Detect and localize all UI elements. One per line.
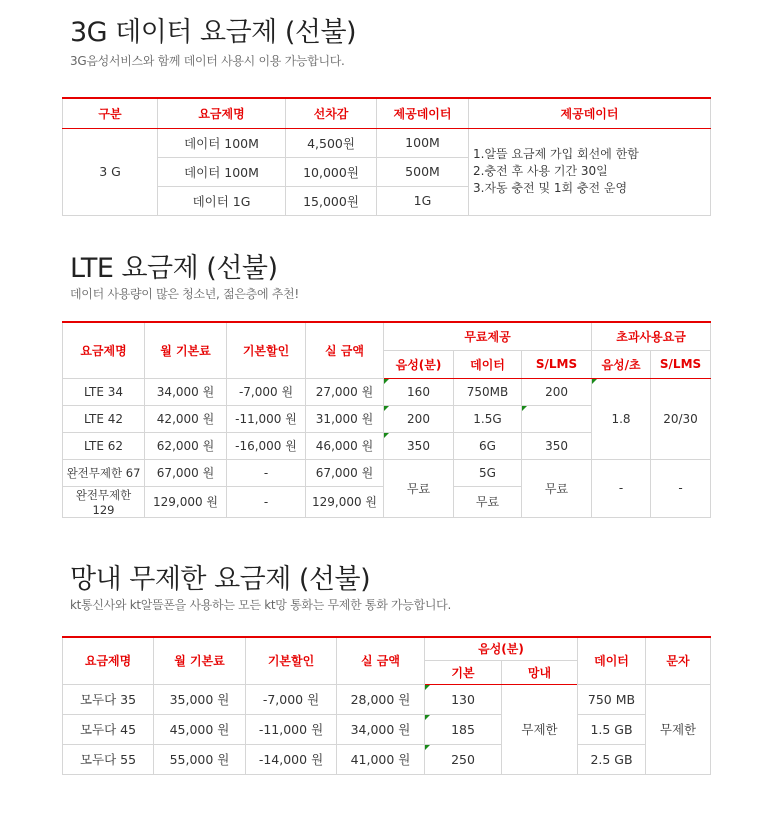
basic-cell: 130 [425, 684, 502, 714]
plan-cell: 완전무제한 67 [63, 459, 145, 486]
header-free: 무료제공 [384, 322, 592, 350]
header-data: 데이터 [454, 350, 522, 378]
data-cell: 무료 [454, 486, 522, 517]
data-cell: 100M [377, 128, 469, 157]
sms-cell: 350 [522, 432, 592, 459]
actual-cell: 31,000 원 [306, 405, 384, 432]
corner-marker-icon [592, 379, 597, 384]
monthly-cell: 42,000 원 [145, 405, 227, 432]
data-cell: 1G [377, 186, 469, 215]
monthly-cell: 67,000 원 [145, 459, 227, 486]
header-data: 데이터 [578, 637, 646, 684]
price-cell: 15,000원 [286, 186, 377, 215]
header-prepaid: 선차감 [286, 98, 377, 128]
voice-cell: 무료 [384, 459, 454, 517]
table-row [63, 744, 711, 774]
plan-cell: 모두다 35 [63, 684, 154, 714]
discount-cell: -11,000 원 [227, 405, 306, 432]
data-cell: 6G [454, 432, 522, 459]
data-cell: 5G [454, 459, 522, 486]
discount-cell: -7,000 원 [246, 684, 337, 714]
section-lte-subtitle: 데이터 사용량이 많은 청소년, 젊은층에 추천! [70, 287, 299, 301]
table-row [63, 378, 711, 405]
plan-cell: 모두다 45 [63, 714, 154, 744]
corner-marker-icon [425, 685, 430, 690]
section-onnet-title: 망내 무제한 요금제 (선불) [70, 564, 371, 595]
plan-cell: LTE 34 [63, 378, 145, 405]
header-onnet: 망내 [502, 660, 578, 684]
header-category: 구분 [63, 98, 158, 128]
voice-cell: 350 [384, 432, 454, 459]
section-lte-title: LTE 요금제 (선불) [70, 253, 278, 284]
note-line: 3.자동 충전 및 1회 충전 운영 [473, 181, 628, 195]
table-lte [62, 321, 711, 518]
table-3g [62, 97, 711, 216]
monthly-cell: 62,000 원 [145, 432, 227, 459]
actual-cell: 46,000 원 [306, 432, 384, 459]
price-cell: 10,000원 [286, 157, 377, 186]
header-discount: 기본할인 [246, 637, 337, 684]
header-over-sms: S/LMS [651, 350, 711, 378]
basic-cell: 185 [425, 714, 502, 744]
header-actual: 실 금액 [306, 322, 384, 378]
table-row [63, 684, 711, 714]
discount-cell: -7,000 원 [227, 378, 306, 405]
over-sms-cell: - [651, 459, 711, 517]
section-3g-subtitle: 3G음성서비스와 함께 데이터 사용시 이용 가능합니다. [70, 54, 345, 68]
header-plan: 요금제명 [158, 98, 286, 128]
header-over: 초과사용요금 [592, 322, 711, 350]
discount-cell: -14,000 원 [246, 744, 337, 774]
header-plan: 요금제명 [63, 637, 154, 684]
discount-cell: - [227, 459, 306, 486]
corner-marker-icon [425, 745, 430, 750]
over-voice-cell: - [592, 459, 651, 517]
over-sms-cell: 20/30 [651, 378, 711, 459]
discount-cell: - [227, 486, 306, 517]
header-voice: 음성(분) [384, 350, 454, 378]
corner-marker-icon [384, 379, 389, 384]
data-cell: 750 MB [578, 684, 646, 714]
sms-cell: 200 [522, 378, 592, 405]
voice-cell: 160 [384, 378, 454, 405]
over-voice-cell: 1.8 [592, 378, 651, 459]
table-row [63, 714, 711, 744]
header-basic: 기본 [425, 660, 502, 684]
monthly-cell: 34,000 원 [145, 378, 227, 405]
discount-cell: -16,000 원 [227, 432, 306, 459]
msg-cell: 무제한 [646, 684, 711, 774]
actual-cell: 41,000 원 [337, 744, 425, 774]
actual-cell: 27,000 원 [306, 378, 384, 405]
table-row [63, 459, 711, 486]
header-plan: 요금제명 [63, 322, 145, 378]
category-cell: 3 G [63, 128, 158, 215]
note-line: 1.알뜰 요금제 가입 회선에 한함 [473, 147, 639, 161]
header-msg: 문자 [646, 637, 711, 684]
sms-cell: 무료 [522, 459, 592, 517]
header-monthly: 월 기본료 [154, 637, 246, 684]
plan-cell: 완전무제한 129 [63, 486, 145, 517]
corner-marker-icon [425, 715, 430, 720]
header-discount: 기본할인 [227, 322, 306, 378]
header-data: 제공데이터 [377, 98, 469, 128]
corner-marker-icon [384, 433, 389, 438]
section-3g-title: 3G 데이터 요금제 (선불) [70, 17, 357, 48]
basic-cell: 250 [425, 744, 502, 774]
price-cell: 4,500원 [286, 128, 377, 157]
monthly-cell: 35,000 원 [154, 684, 246, 714]
plan-cell: LTE 42 [63, 405, 145, 432]
discount-cell: -11,000 원 [246, 714, 337, 744]
data-cell: 750MB [454, 378, 522, 405]
plan-cell: LTE 62 [63, 432, 145, 459]
actual-cell: 34,000 원 [337, 714, 425, 744]
data-cell: 500M [377, 157, 469, 186]
header-monthly: 월 기본료 [145, 322, 227, 378]
corner-marker-icon [522, 406, 527, 411]
notes-cell [469, 128, 711, 215]
header-sms: S/LMS [522, 350, 592, 378]
monthly-cell: 55,000 원 [154, 744, 246, 774]
table-onnet [62, 636, 711, 775]
actual-cell: 129,000 원 [306, 486, 384, 517]
monthly-cell: 45,000 원 [154, 714, 246, 744]
plan-cell: 데이터 100M [158, 128, 286, 157]
corner-marker-icon [384, 406, 389, 411]
monthly-cell: 129,000 원 [145, 486, 227, 517]
data-cell: 1.5G [454, 405, 522, 432]
sms-cell [522, 405, 592, 432]
header-data-notes: 제공데이터 [469, 98, 711, 128]
data-cell: 1.5 GB [578, 714, 646, 744]
data-cell: 2.5 GB [578, 744, 646, 774]
section-onnet-subtitle: kt통신사와 kt알뜰폰을 사용하는 모든 kt망 통화는 무제한 통화 가능합니다. [70, 598, 451, 612]
actual-cell: 28,000 원 [337, 684, 425, 714]
plan-cell: 데이터 100M [158, 157, 286, 186]
plan-cell: 데이터 1G [158, 186, 286, 215]
header-voice: 음성(분) [425, 637, 578, 660]
header-over-voice: 음성/초 [592, 350, 651, 378]
table-row [63, 128, 711, 157]
note-line: 2.충전 후 사용 기간 30일 [473, 164, 608, 178]
onnet-cell: 무제한 [502, 684, 578, 774]
voice-cell: 200 [384, 405, 454, 432]
actual-cell: 67,000 원 [306, 459, 384, 486]
header-actual: 실 금액 [337, 637, 425, 684]
plan-cell: 모두다 55 [63, 744, 154, 774]
